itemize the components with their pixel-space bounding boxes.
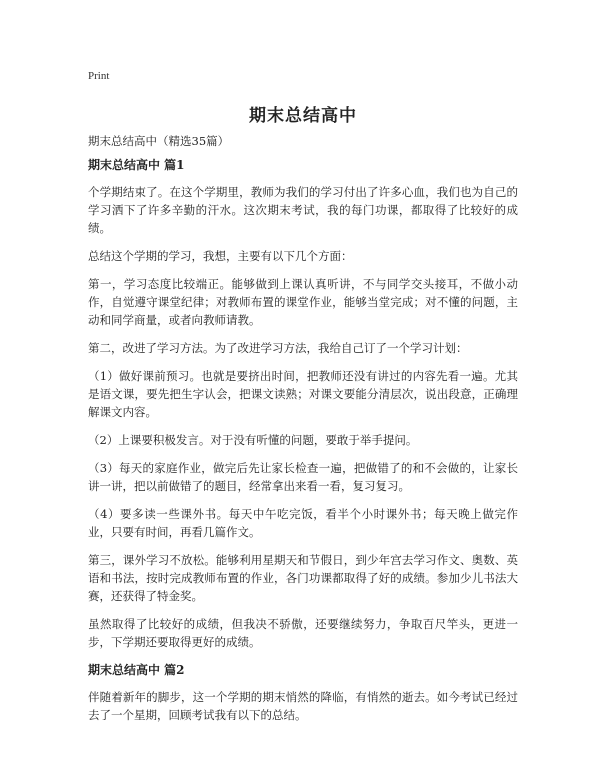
paragraph: （1）做好课前预习。也就是要挤出时间，把教师还没有讲过的内容先看一遍。尤其是语文课，要先把生字认会，把课文读熟；对课文要能分清层次，说出段意，正确理解课文内容。	[88, 369, 518, 419]
document-subtitle: 期末总结高中（精选35篇）	[88, 134, 230, 148]
section-1	[88, 156, 518, 651]
paragraph: 总结这个学期的学习，我想，主要有以下几个方面：	[88, 249, 353, 263]
paragraph: （2）上课要积极发言。对于没有听懂的问题，要敢于举手提问。	[88, 433, 418, 447]
paragraph: 个学期结束了。在这个学期里，教师为我们的学习付出了许多心血，我们也为自己的学习洒下了许多辛勤的汗水。这次期末考试，我的每门功课，都取得了比较好的成绩。	[88, 185, 518, 235]
paragraph: （4）要多读一些课外书。每天中午吃完饭，看半个小时课外书；每天晚上做完作业，只要有时间，再看几篇作文。	[88, 507, 518, 539]
paragraph: 第一，学习态度比较端正。能够做到上课认真听讲，不与同学交头接耳，不做小动作，自觉遵守课堂纪律；对教师布置的课堂作业，能够当堂完成；对不懂的问题，主动和同学商量，或者向教师请教。	[88, 277, 518, 327]
document-title: 期末总结高中	[249, 106, 357, 126]
section-heading: 期末总结高中 篇1	[88, 158, 185, 172]
paragraph: 第二，改进了学习方法。为了改进学习方法，我给自己订了一个学习计划：	[88, 341, 468, 355]
paragraph: （3）每天的家庭作业，做完后先让家长检查一遍，把做错了的和不会做的，让家长讲一讲，把以前做错了的题目，经常拿出来看一看，复习复习。	[88, 461, 518, 493]
document-content	[88, 156, 518, 734]
print-label: Print	[88, 70, 110, 82]
paragraph: 第三，课外学习不放松。能够利用星期天和节假日，到少年宫去学习作文、奥数、英语和书法，按时完成教师布置的作业，各门功课都取得了好的成绩。参加少儿书法大赛，还获得了特金奖。	[88, 553, 518, 603]
paragraph: 伴随着新年的脚步，这一个学期的期末悄然的降临，有悄然的逝去。如今考试已经过去了一个星期，回顾考试我有以下的总结。	[88, 690, 518, 722]
section-heading: 期末总结高中 篇2	[88, 663, 185, 677]
section-2	[88, 661, 518, 724]
paragraph: 虽然取得了比较好的成绩，但我决不骄傲，还要继续努力，争取百尺竿头，更进一步，下学期还要取得更好的成绩。	[88, 617, 518, 649]
